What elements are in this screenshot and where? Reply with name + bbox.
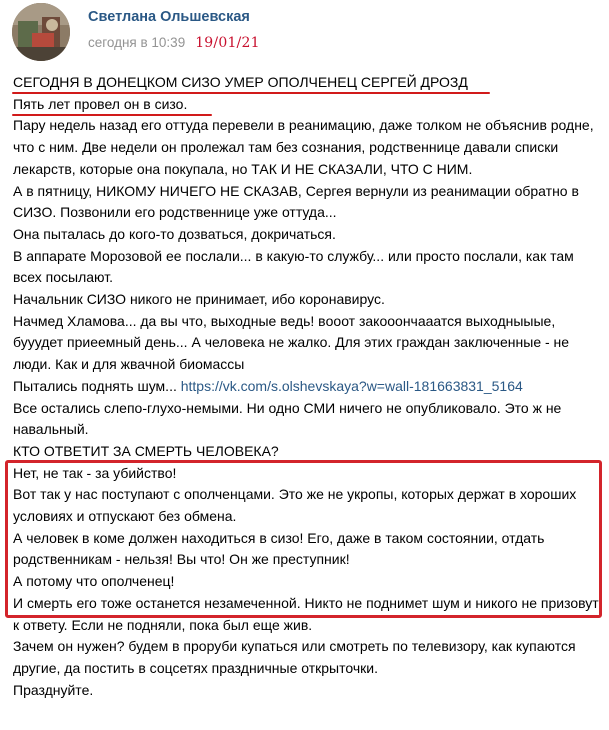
subline-red-underline — [12, 114, 212, 116]
post-time[interactable]: сегодня в 10:39 — [88, 35, 186, 50]
post-paragraph: Все остались слепо-глухо-немыми. Ни одно СМИ ничего не опубликовало. Это ж не навальный. — [13, 399, 562, 438]
link-lead-text: Пытались поднять шум... — [13, 377, 177, 394]
post-paragraph: Пару недель назад его оттуда перевели в реанимацию, даже толком не объяснив родне, что с ним. Две недели он пролежал там без сознания, родственнице давали списки лекарств, которые она покупала, но ТАК И НЕ СКАЗАЛИ, ЧТО С НИМ. — [13, 117, 594, 177]
post-headline: СЕГОДНЯ В ДОНЕЦКОМ СИЗО УМЕР ОПОЛЧЕНЕЦ СЕРГЕЙ ДРОЗД — [13, 74, 468, 90]
handwritten-date-annotation: 19/01/21 — [195, 35, 260, 51]
post-paragraph: А потому что ополченец! — [13, 573, 175, 590]
post-author[interactable]: Светлана Ольшевская — [88, 9, 250, 25]
post-paragraph: В аппарате Морозовой ее послали... в какую-то службу... или просто послали, как там всех посылают. — [13, 247, 574, 286]
post-meta — [88, 34, 260, 52]
post-paragraph: А человек в коме должен находиться в сизо! Его, даже в таком состоянии, отдать родственникам - нельзя! Вы что! Он же преступник! — [13, 529, 545, 568]
post-paragraph: И смерть его тоже останется незамеченной. Никто не поднимет шум и никого не призовут к ответу. Если не подняли, пока был еще жив. — [13, 594, 599, 633]
post-paragraph: Зачем он нужен? будем в проруби купаться или смотреть по телевизору, как купаются другие, да постить в соцсетях праздничные открыточки. — [13, 638, 576, 676]
post-paragraph: А в пятницу, НИКОМУ НИЧЕГО НЕ СКАЗАВ, Сергея вернули из реанимации обратно в СИЗО. Позвонили его родственнице уже оттуда... — [13, 182, 579, 221]
post-paragraph: Пять лет провел он в сизо. — [13, 95, 188, 112]
post-paragraph-with-link — [13, 376, 603, 398]
profile-photo-icon — [12, 3, 70, 61]
post-paragraph: Празднуйте. — [13, 681, 94, 698]
post-paragraph: Начмед Хламова... да вы что, выходные ведь! вooот закооончааатся выходныыые, бууудет приеемный день... А человека не жалко. Для этих граждан заключенные - не люди. Как и для жвачной биомассы — [13, 312, 570, 373]
post-paragraph: Нет, не так - за убийство! — [13, 464, 177, 481]
post-paragraph: Начальник СИЗО никого не принимает, ибо коронавирус. — [13, 291, 385, 308]
post-paragraph: Вот так у нас поступают с ополченцами. Это же не укропы, которых держат в хороших условиях и отпускают без обмена. — [13, 486, 577, 525]
headline-red-underline — [12, 92, 490, 94]
avatar[interactable] — [12, 3, 70, 61]
post-paragraph: Она пыталась до кого-то дозваться, докричаться. — [13, 225, 336, 242]
boxed-heading: КТО ОТВЕТИТ ЗА СМЕРТЬ ЧЕЛОВЕКА? — [13, 442, 279, 459]
red-highlight-box — [5, 460, 602, 618]
wall-post-link[interactable]: https://vk.com/s.olshevskaya?w=wall-181663831_5164 — [180, 377, 523, 394]
